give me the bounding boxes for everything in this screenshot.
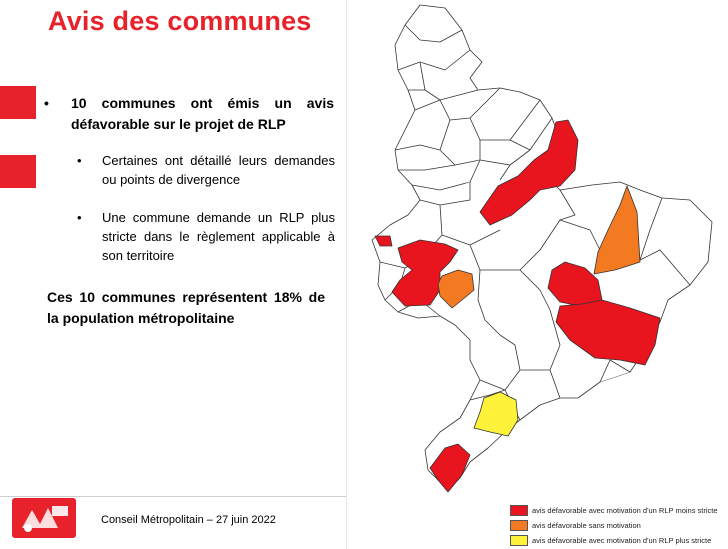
legend-label: avis défavorable sans motivation xyxy=(532,521,641,530)
legend-item-red xyxy=(510,504,728,518)
sub-bullet-details xyxy=(77,151,335,189)
sub-bullet-text: Certaines ont détaillé leurs demandes ou points de divergence xyxy=(102,153,335,187)
metropole-logo xyxy=(12,498,76,538)
summary-text: Ces 10 communes représentent 18% de la population métropolitaine xyxy=(47,289,325,326)
legend-label: avis défavorable avec motivation d'un RLP moins stricte xyxy=(532,506,718,515)
communes-map xyxy=(352,0,728,500)
main-bullet-text: 10 communes ont émis un avis défavorable sur le projet de RLP xyxy=(71,95,334,132)
legend-swatch-orange xyxy=(510,520,528,531)
sub-bullet-text: Une commune demande un RLP plus stricte dans le règlement applicable à son territoire xyxy=(102,210,335,263)
footer-divider xyxy=(0,496,346,497)
map-svg xyxy=(352,0,728,500)
legend-item-orange xyxy=(510,519,728,533)
accent-block-top xyxy=(0,86,36,119)
legend-item-yellow xyxy=(510,534,728,548)
bullet-dot: • xyxy=(77,210,82,225)
map-legend xyxy=(510,500,728,549)
sub-bullet-stricter xyxy=(77,208,335,265)
slide-title: Avis des communes xyxy=(48,6,312,36)
legend-swatch-yellow xyxy=(510,535,528,546)
legend-label: avis défavorable avec motivation d'un RLP plus stricte xyxy=(532,536,712,545)
accent-block-middle xyxy=(0,155,36,188)
slide-text-panel xyxy=(0,0,346,549)
bullet-dot: • xyxy=(77,153,82,168)
panel-divider xyxy=(346,0,347,549)
main-bullet xyxy=(44,93,334,135)
legend-swatch-red xyxy=(510,505,528,516)
bullet-dot: • xyxy=(44,95,49,111)
footer-text: Conseil Métropolitain – 27 juin 2022 xyxy=(101,514,276,526)
